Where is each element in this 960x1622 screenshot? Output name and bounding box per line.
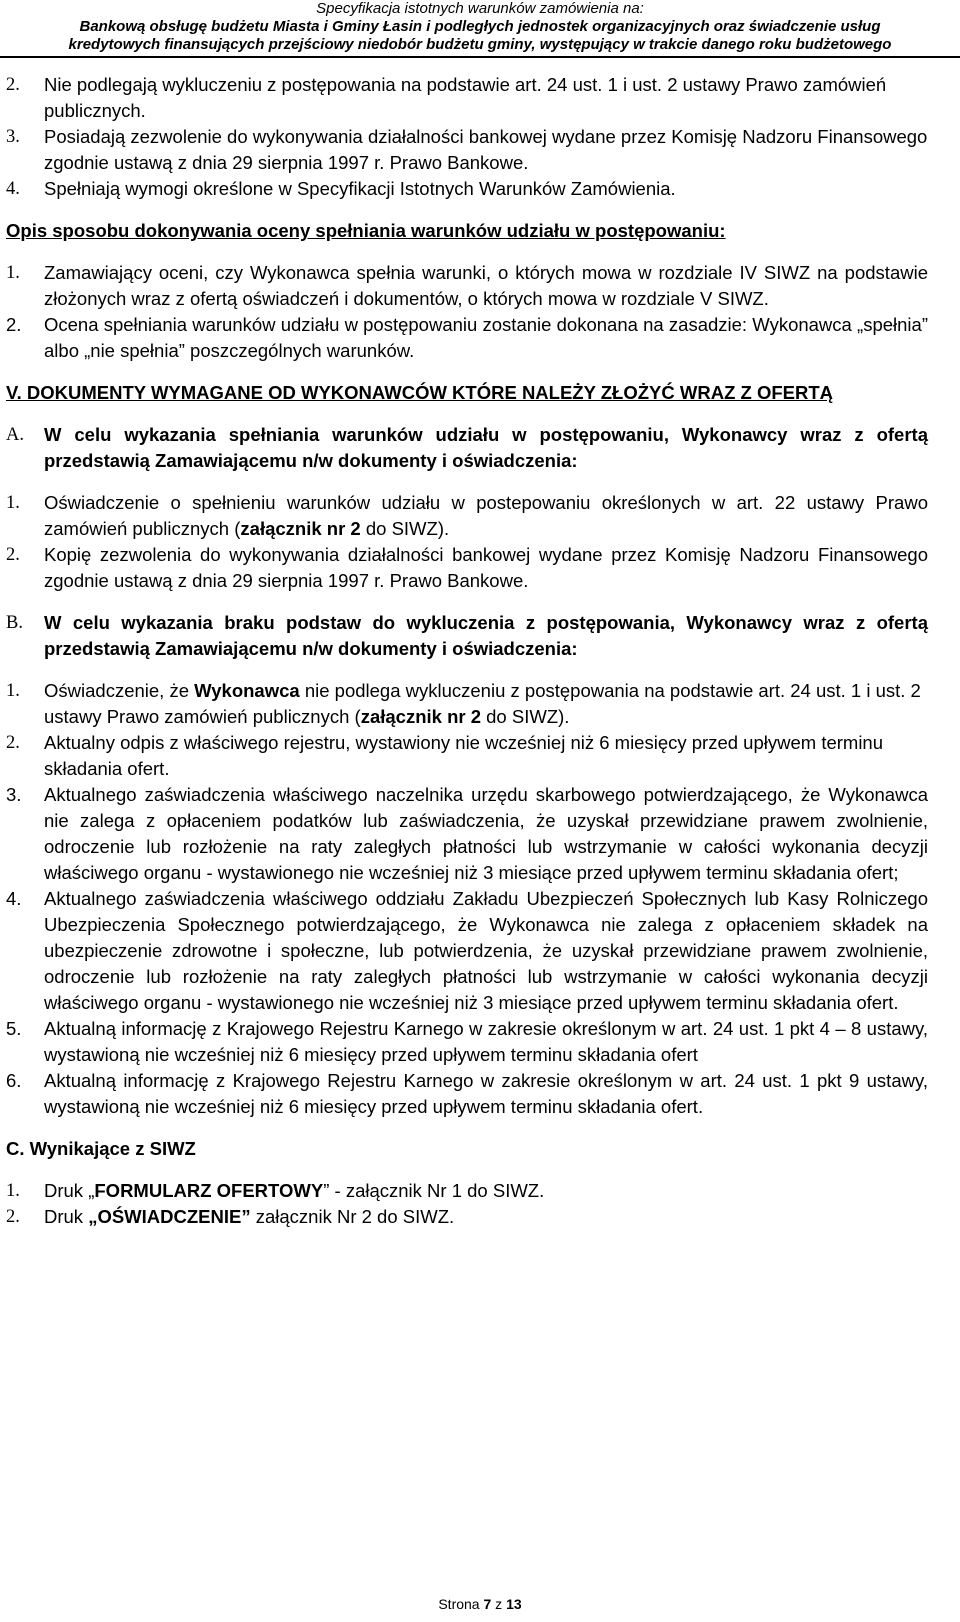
item-number: 3. — [6, 784, 22, 805]
item-text: Aktualnego zaświadczenia właściwego naczelnika urzędu skarbowego potwierdzającego, że Wykonawca nie zalega z opłaceniem podatków lub zaświadczenia, że uzyskał przewidziane prawem zwolnienie, odroczenie lub rozłożenie na raty zaległych płatności lub wstrzymanie w całości wykonania decyzji właściwego organu - wystawionego nie wcześniej niż 3 miesiące przed upływem terminu składania ofert; — [44, 784, 928, 883]
item-text: Kopię zezwolenia do wykonywania działalności bankowej wydane przez Komisję Nadzoru Finansowego zgodnie ustawą z dnia 29 sierpnia 1997 r. Prawo Bankowe. — [44, 544, 928, 591]
running-header — [0, 0, 960, 54]
current-page: 7 — [483, 1596, 492, 1612]
item-text-post: ” - załącznik Nr 1 do SIWZ. — [323, 1180, 545, 1201]
header-divider — [0, 56, 960, 58]
page-footer — [0, 1596, 960, 1612]
part-b-heading-text: W celu wykazania braku podstaw do wykluczenia z postępowania, Wykonawcy wraz z ofertą przedstawią Zamawiającemu n/w dokumenty i oświadczenia: — [44, 612, 928, 659]
item-text-pre: Druk „ — [44, 1180, 95, 1201]
document-body — [6, 72, 928, 1230]
part-b-item — [6, 886, 928, 1016]
item-text: Ocena spełniania warunków udziału w postępowaniu zostanie dokonana na zasadzie: Wykonawca „spełnia” albo „nie spełnia” poszczególnych warunków. — [44, 314, 928, 361]
condition-item — [6, 72, 928, 124]
item-number: 1. — [6, 1181, 20, 1201]
condition-item — [6, 124, 928, 176]
item-number: 6. — [6, 1070, 22, 1091]
part-b-letter: B. — [6, 613, 23, 633]
header-line-1: Specyfikacja istotnych warunków zamówienia na: — [316, 0, 644, 17]
condition-item — [6, 176, 928, 202]
part-c-item — [6, 1178, 928, 1204]
part-a-item — [6, 490, 928, 542]
part-b-item — [6, 782, 928, 886]
part-b-item — [6, 1016, 928, 1068]
assessment-item — [6, 260, 928, 312]
item-number: 2. — [6, 314, 22, 335]
item-number: 4. — [6, 179, 20, 199]
item-text: Zamawiający oceni, czy Wykonawca spełnia warunki, o których mowa w rozdziale IV SIWZ na podstawie złożonych wraz z ofertą oświadczeń i dokumentów, o których mowa w rozdziale V SIWZ. — [44, 262, 928, 309]
item-text: Posiadają zezwolenie do wykonywania działalności bankowej wydane przez Komisję Nadzoru Finansowego zgodnie ustawą z dnia 29 sierpnia 1997 r. Prawo Bankowe. — [44, 126, 928, 173]
part-b-item — [6, 730, 928, 782]
item-number: 1. — [6, 493, 20, 513]
attachment-ref: załącznik nr 2 — [240, 518, 361, 539]
item-text-post: do SIWZ). — [481, 706, 570, 727]
header-line-2: Bankową obsługę budżetu Miasta i Gminy Łasin i podległych jednostek organizacyjnych oraz świadczenie usług — [79, 18, 881, 35]
item-text: Aktualny odpis z właściwego rejestru, wystawiony nie wcześniej niż 6 miesięcy przed upływem terminu składania ofert. — [44, 732, 884, 779]
item-number: 2. — [6, 545, 20, 565]
item-text: Aktualną informację z Krajowego Rejestru Karnego w zakresie określonym w art. 24 ust. 1 pkt 4 – 8 ustawy, wystawioną nie wcześniej niż 6 miesięcy przed upływem terminu składania ofert — [44, 1018, 928, 1065]
item-number: 3. — [6, 127, 20, 147]
item-text-post: do SIWZ). — [360, 518, 450, 539]
item-number: 5. — [6, 1018, 22, 1039]
part-a-heading — [6, 422, 928, 474]
item-number: 2. — [6, 1207, 20, 1227]
item-text-pre: Druk — [44, 1206, 89, 1227]
item-number: 1. — [6, 263, 20, 283]
contractor-term: Wykonawca — [194, 680, 300, 701]
part-a-heading-text: W celu wykazania spełniania warunków udziału w postępowaniu, Wykonawcy wraz z ofertą przedstawią Zamawiającemu n/w dokumenty i oświadczenia: — [44, 424, 928, 471]
part-b-item — [6, 678, 928, 730]
item-text-pre: Oświadczenie o spełnieniu warunków udziału w postepowaniu określonych w art. 22 ustawy Prawo zamówień publicznych ( — [44, 492, 928, 539]
item-number: 1. — [6, 681, 20, 701]
item-text: Aktualnego zaświadczenia właściwego oddziału Zakładu Ubezpieczeń Społecznych lub Kasy Rolniczego Ubezpieczenia Społecznego potwierdzającego, że Wykonawca nie zalega z opłaceniem składek na ubezpieczenie zdrowotne i społeczne, lub potwierdzenia, że uzyskał przewidziane prawem zwolnienie, odroczenie lub rozłożenie na raty zaległych płatności lub wstrzymanie w całości wykonania decyzji właściwego organu - wystawionego nie wcześniej niż 3 miesiące przed upływem terminu składania ofert. — [44, 888, 928, 1013]
item-number: 2. — [6, 75, 20, 95]
part-b-item — [6, 1068, 928, 1120]
attachment-ref: załącznik nr 2 — [360, 706, 481, 727]
page-label: Strona — [438, 1596, 480, 1612]
form-name: „OŚWIADCZENIE” — [88, 1206, 251, 1227]
total-pages: 13 — [506, 1596, 522, 1612]
page-separator: z — [495, 1596, 503, 1612]
item-text: Aktualną informację z Krajowego Rejestru Karnego w zakresie określonym w art. 24 ust. 1 pkt 9 ustawy, wystawioną nie wcześniej niż 6 miesięcy przed upływem terminu składania ofert. — [44, 1070, 928, 1117]
item-text-post: załącznik Nr 2 do SIWZ. — [250, 1206, 455, 1227]
item-text-pre: Oświadczenie, że — [44, 680, 195, 701]
header-line-3: kredytowych finansujących przejściowy niedobór budżetu gminy, występujący w trakcie danego roku budżetowego — [68, 36, 892, 53]
assessment-item — [6, 312, 928, 364]
item-number: 4. — [6, 888, 22, 909]
item-text-mid: nie podlega wykluczeniu z postępowania na podstawie art. 24 ust. 1 i ust. 2 ustawy Prawo zamówień publicznych ( — [44, 680, 921, 727]
part-a-item — [6, 542, 928, 594]
part-a-letter: A. — [6, 425, 24, 445]
item-number: 2. — [6, 733, 20, 753]
part-c-title: C. Wynikające z SIWZ — [6, 1138, 196, 1159]
part-b-heading — [6, 610, 928, 662]
part-c-item — [6, 1204, 928, 1230]
assessment-title: Opis sposobu dokonywania oceny spełniania warunków udziału w postępowaniu: — [6, 220, 726, 241]
item-text: Nie podlegają wykluczeniu z postępowania na podstawie art. 24 ust. 1 i ust. 2 ustawy Prawo zamówień publicznych. — [44, 74, 887, 121]
form-name: FORMULARZ OFERTOWY — [94, 1180, 324, 1201]
item-text: Spełniają wymogi określone w Specyfikacji Istotnych Warunków Zamówienia. — [44, 178, 676, 199]
section-v-title: V. DOKUMENTY WYMAGANE OD WYKONAWCÓW KTÓRE NALEŻY ZŁOŻYĆ WRAZ Z OFERTĄ — [6, 382, 833, 403]
